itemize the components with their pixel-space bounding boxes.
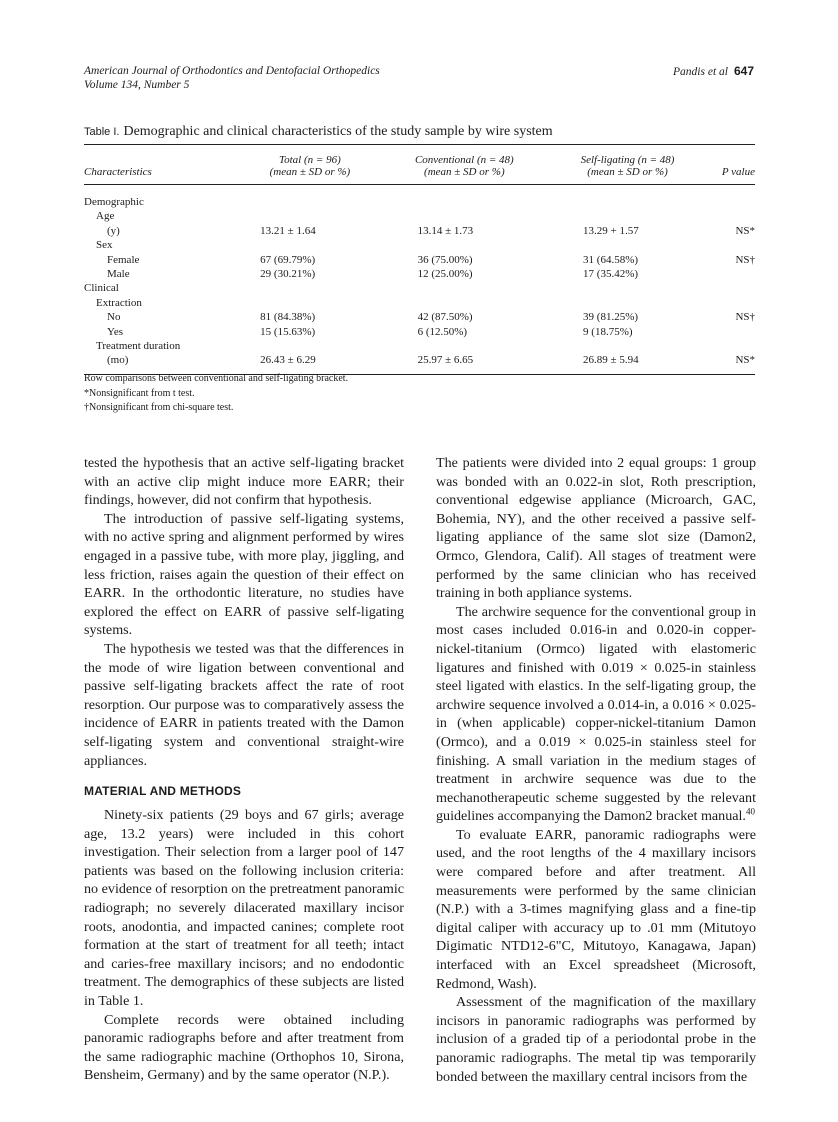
table-row [84, 209, 755, 223]
row-label: Treatment duration [96, 340, 181, 353]
running-header-right [673, 64, 754, 79]
cell-pvalue: NS† [735, 311, 755, 324]
cell-conventional [386, 185, 543, 210]
table-footnotes [84, 372, 348, 416]
cell-conventional: 42 (87.50%) [417, 311, 473, 324]
cell-pvalue [712, 281, 755, 295]
cell-conventional [386, 281, 543, 295]
row-label: Male [107, 268, 130, 281]
table-row [84, 325, 755, 339]
cell-total [234, 209, 385, 223]
row-label: Extraction [96, 296, 142, 309]
row-label: (y) [107, 224, 120, 237]
cell-pvalue [712, 238, 755, 252]
paragraph: Assessment of the magnification of the maxillary incisors in panoramic radiographs was performed by inclusion of a graded tip of a periodontal probe in the panoramic radiographs. The metal tip was temporarily bonded between the maxillary central incisors from the [436, 994, 756, 1085]
cell-total [234, 238, 385, 252]
col-header-pvalue: P value [721, 166, 755, 178]
row-label: (mo) [107, 354, 129, 367]
row-label: Clinical [84, 282, 119, 295]
cell-conventional [386, 339, 543, 353]
table-row [84, 296, 755, 310]
cell-self-ligating [543, 339, 712, 353]
table-note: Row comparisons between conventional and self-ligating bracket. [84, 373, 349, 384]
cell-total [234, 339, 385, 353]
cell-pvalue [712, 325, 755, 339]
table-label: Table I. [84, 126, 120, 138]
cell-total [234, 185, 385, 210]
cell-self-ligating: 9 (18.75%) [583, 325, 633, 338]
cell-self-ligating: 31 (64.58%) [583, 253, 639, 266]
cell-self-ligating: 26.89 ± 5.94 [583, 354, 639, 367]
cell-self-ligating: 17 (35.42%) [583, 268, 639, 281]
cell-pvalue [712, 209, 755, 223]
paragraph: Ninety-six patients (29 boys and 67 girls; average age, 13.2 years) were included in this cohort investigation. Their selection from a larger pool of 147 patients was based on the following inclusion criteria: no evidence of resorption on the pretreatment panoramic radiograph; no severely dilacerated maxillary incisor roots, anodontia, and impacted canines; complete root formation at the start of treatment for all teeth; intact and caries-free maxillary incisors; and no endodontic treatment. The demographics of these subjects are listed in Table 1. [84, 807, 404, 1010]
cell-conventional: 13.14 ± 1.73 [417, 224, 474, 237]
body-column-right [436, 454, 756, 1086]
table-row [84, 281, 755, 295]
row-label: Sex [96, 239, 113, 252]
cell-total: 81 (84.38%) [260, 311, 316, 324]
paragraph: The patients were divided into 2 equal groups: 1 group was bonded with an 0.022-in slot, Roth prescription, conventional edgewise appliance (Microarch, GAC, Bohemia, NY), and the other received a passive self-ligating appliance of the same slot size (Damon2, Ormco, Glendora, Calif). All stages of treatment were performed by the same clinician who has received training in both appliance systems. [436, 455, 756, 602]
cell-conventional: 36 (75.00%) [417, 253, 473, 266]
cell-total: 13.21 ± 1.64 [260, 224, 316, 237]
cell-self-ligating [543, 238, 712, 252]
row-label: Age [96, 210, 115, 223]
row-label: Yes [107, 325, 124, 338]
cell-self-ligating [543, 296, 712, 310]
paragraph: tested the hypothesis that an active self-ligating bracket with an active clip might induce more EARR; their findings, however, did not confirm that hypothesis. [84, 455, 404, 509]
page-number: 647 [733, 64, 754, 78]
col-header-characteristics: Characteristics [84, 166, 152, 178]
row-label: No [107, 311, 121, 324]
table-note: †Nonsignificant from chi-square test. [84, 402, 234, 413]
col-header-self-ligating: Self-ligating (n = 48) (mean ± SD or %) [580, 154, 675, 178]
cell-self-ligating [543, 185, 712, 210]
col-header-conventional: Conventional (n = 48) (mean ± SD or %) [414, 154, 514, 178]
reference-superscript: 40 [745, 806, 755, 817]
cell-conventional: 6 (12.50%) [417, 325, 468, 338]
table-row [84, 339, 755, 353]
paragraph: Complete records were obtained including panoramic radiographs before and after treatment from the same radiographic machine (Orthophos 10, Sirona, Bensheim, Germany) and by the same operator (N.P.). [84, 1011, 404, 1084]
cell-self-ligating [543, 209, 712, 223]
cell-conventional [386, 209, 543, 223]
running-header-left [84, 64, 380, 92]
cell-pvalue [712, 339, 755, 353]
paragraph: The introduction of passive self-ligating systems, with no active spring and alignment performed by wires engaged in a passive tube, with more play, jiggling, and less friction, raises again the question of their effect on EARR. In the orthodontic literature, no studies have explored the effect on EARR of passive self-ligating systems. [84, 510, 404, 639]
table-note: *Nonsignificant from t test. [84, 387, 195, 399]
table-row [84, 224, 755, 238]
paragraph-text: The archwire sequence for the conventional group in most cases included 0.016-in and 0.020-in copper-nickel-titanium (Ormco) ligated with elastomeric ligatures and finished with 0.019 × 0.025-in stainless steel ligated with elastics. In the self-ligating group, the archwire sequence involved a 0.014-in, a 0.016 × 0.025-in (when applicable) copper-nickel-titanium Damon (Ormco), and a 0.019 × 0.025-in stainless steel for finishing. A small variation in the medium stages of treatment in archwire sequence was due to the mechanotherapeutic scheme suggested by the relevant guidelines accompanying the Damon2 bracket manual. [436, 603, 756, 825]
cell-pvalue: NS† [735, 253, 755, 266]
cell-pvalue: NS* [735, 354, 755, 367]
cell-total: 29 (30.21%) [260, 268, 316, 281]
journal-name: American Journal of Orthodontics and Dentofacial Orthopedics [84, 65, 380, 77]
table-row [84, 185, 755, 210]
cell-self-ligating: 39 (81.25%) [583, 311, 639, 324]
cell-self-ligating [543, 281, 712, 295]
col-header-total: Total (n = 96) (mean ± SD or %) [269, 154, 351, 178]
table-caption [84, 124, 553, 140]
table-row [84, 267, 755, 281]
cell-total: 67 (69.79%) [260, 253, 316, 266]
cell-total [234, 296, 385, 310]
table-header-row [84, 145, 755, 185]
cell-conventional: 25.97 ± 6.65 [417, 354, 474, 367]
table-row [84, 310, 755, 324]
cell-pvalue [712, 185, 755, 210]
paragraph: To evaluate EARR, panoramic radiographs were used, and the root lengths of the 4 maxillary incisors were compared before and after treatment. All measurements were performed by the same clinician (N.P.) with a 3-times magnifying glass and a fine-tip digital caliper with accuracy up to .01 mm (Mitutoyo Digimatic NTD12-6"C, Mitutoyo, Kanagawa, Japan) interfaced with an Excel spreadsheet (Microsoft, Redmond, Wash). [436, 826, 756, 992]
section-heading: MATERIAL AND METHODS [84, 784, 242, 799]
cell-total: 15 (15.63%) [260, 325, 316, 338]
cell-pvalue [712, 267, 755, 281]
cell-pvalue [712, 296, 755, 310]
row-label: Demographic [84, 196, 144, 208]
journal-volume: Volume 134, Number 5 [84, 79, 190, 91]
row-label: Female [107, 253, 140, 266]
paragraph: The hypothesis we tested was that the differences in the mode of wire ligation between conventional and passive self-ligating brackets affect the rate of root resorption. Our purpose was to comparatively assess the incidence of EARR in patients treated with the Damon self-ligating system and conventional straight-wire appliances. [84, 640, 404, 769]
author-line: Pandis et al [673, 66, 728, 78]
table-row [84, 253, 755, 267]
table-row [84, 238, 755, 252]
table-caption-text: Demographic and clinical characteristics of the study sample by wire system [123, 124, 553, 139]
demographics-table [84, 144, 755, 375]
paragraph [436, 603, 756, 826]
body-column-left [84, 454, 404, 1085]
cell-pvalue: NS* [735, 224, 755, 237]
cell-conventional: 12 (25.00%) [417, 268, 473, 281]
cell-total: 26.43 ± 6.29 [260, 354, 316, 367]
cell-total [234, 281, 385, 295]
cell-conventional [386, 296, 543, 310]
cell-conventional [386, 238, 543, 252]
cell-self-ligating: 13.29 + 1.57 [583, 224, 639, 237]
